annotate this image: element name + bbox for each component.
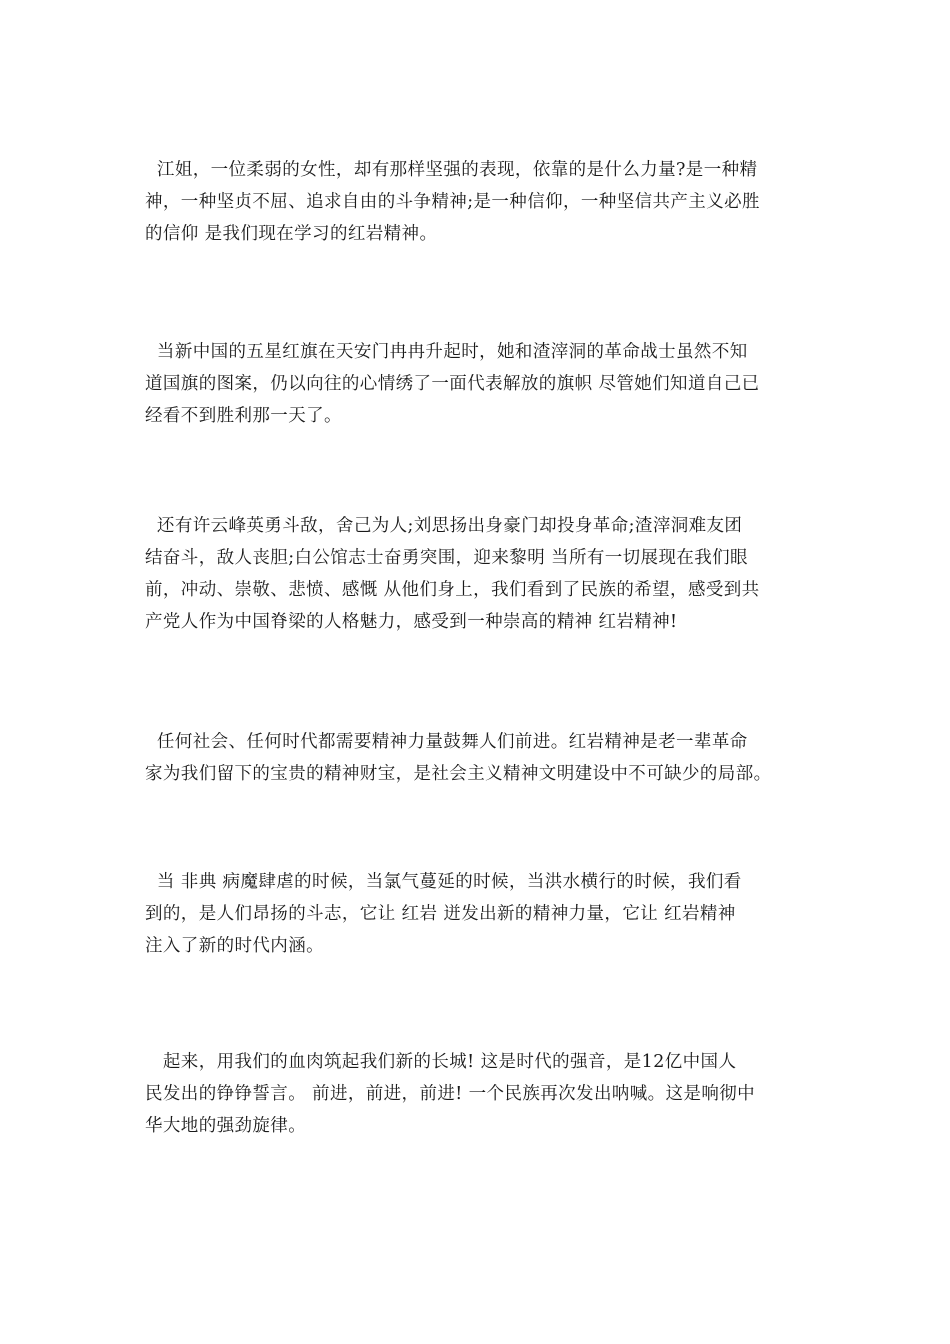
- paragraph-line: 注入了新的时代内涵。: [145, 936, 324, 956]
- paragraph-6: [145, 1046, 815, 1142]
- paragraph-line: 起来，用我们的血肉筑起我们新的长城! 这是时代的强音，是12亿中国人: [145, 1052, 737, 1072]
- paragraph-line: 道国旗的图案，仍以向往的心情绣了一面代表解放的旗帜 尽管她们知道自己已: [145, 374, 760, 394]
- paragraph-2: [145, 336, 815, 432]
- paragraph-line: 产党人作为中国脊梁的人格魅力，感受到一种崇高的精神 红岩精神!: [145, 612, 678, 632]
- paragraph-line: 江姐，一位柔弱的女性，却有那样坚强的表现，依靠的是什么力量?是一种精: [145, 160, 758, 180]
- paragraph-line: 任何社会、任何时代都需要精神力量鼓舞人们前进。红岩精神是老一辈革命: [145, 732, 748, 752]
- paragraph-line: 经看不到胜利那一天了。: [145, 406, 342, 426]
- paragraph-1: [145, 154, 815, 250]
- paragraph-line: 华大地的强劲旋律。: [145, 1116, 307, 1136]
- paragraph-line: 到的，是人们昂扬的斗志，它让 红岩 迸发出新的精神力量，它让 红岩精神: [145, 904, 736, 924]
- paragraph-5: [145, 866, 815, 962]
- paragraph-line: 当新中国的五星红旗在天安门冉冉升起时，她和渣滓洞的革命战士虽然不知: [145, 342, 748, 362]
- paragraph-4: [145, 726, 815, 790]
- paragraph-line: 当 非典 病魔肆虐的时候，当氯气蔓延的时候，当洪水横行的时候，我们看: [145, 872, 742, 892]
- paragraph-line: 民发出的铮铮誓言。 前进，前进，前进! 一个民族再次发出呐喊。这是响彻中: [145, 1084, 756, 1104]
- paragraph-line: 结奋斗，敌人丧胆;白公馆志士奋勇突围，迎来黎明 当所有一切展现在我们眼: [145, 548, 748, 568]
- paragraph-line: 前，冲动、崇敬、悲愤、感慨 从他们身上，我们看到了民族的希望，感受到共: [145, 580, 760, 600]
- paragraph-line: 还有许云峰英勇斗敌，舍己为人;刘思扬出身豪门却投身革命;渣滓洞难友团: [145, 516, 743, 536]
- paragraph-3: [145, 510, 815, 638]
- paragraph-line: 的信仰 是我们现在学习的红岩精神。: [145, 224, 438, 244]
- paragraph-line: 家为我们留下的宝贵的精神财宝，是社会主义精神文明建设中不可缺少的局部。: [145, 764, 772, 784]
- paragraph-line: 神，一种坚贞不屈、追求自由的斗争精神;是一种信仰，一种坚信共产主义必胜: [145, 192, 760, 212]
